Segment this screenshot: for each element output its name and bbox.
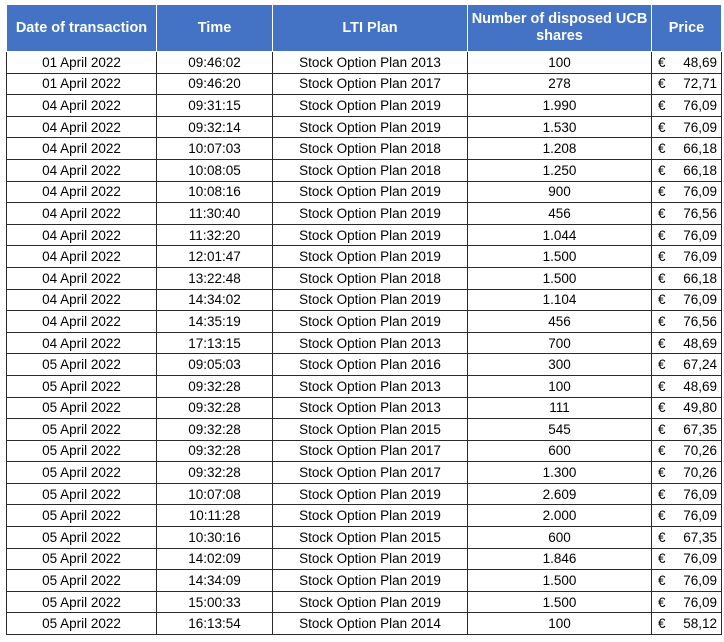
date-cell: 04 April 2022 [7,181,157,203]
date-cell: 05 April 2022 [7,570,157,592]
price-cell [652,95,722,117]
price-value: 76,09 [683,508,717,524]
currency-symbol: € [658,335,666,351]
disposed-shares-cell: 1.846 [468,548,652,570]
header-lti-plan: LTI Plan [273,5,468,52]
time-cell: 09:32:28 [157,419,273,441]
date-cell: 04 April 2022 [7,224,157,246]
time-cell: 12:01:47 [157,246,273,268]
currency-symbol: € [658,465,666,481]
price-value: 76,09 [683,227,717,243]
disposed-shares-cell: 100 [468,613,652,635]
lti-plan-cell: Stock Option Plan 2015 [273,419,468,441]
price-cell [652,116,722,138]
time-cell: 11:32:20 [157,224,273,246]
date-cell: 04 April 2022 [7,289,157,311]
disposed-shares-cell: 111 [468,397,652,419]
time-cell: 16:13:54 [157,613,273,635]
disposed-shares-cell: 1.530 [468,116,652,138]
time-cell: 09:46:02 [157,52,273,74]
disposed-shares-cell: 100 [468,52,652,74]
date-cell: 04 April 2022 [7,332,157,354]
date-cell: 04 April 2022 [7,116,157,138]
time-cell: 11:30:40 [157,203,273,225]
price-value: 48,69 [683,54,717,70]
price-value: 67,24 [683,357,717,373]
currency-symbol: € [658,594,666,610]
currency-symbol: € [658,551,666,567]
price-cell [652,375,722,397]
table-body [7,52,722,635]
currency-symbol: € [658,486,666,502]
table-row [7,332,722,354]
time-cell: 10:08:05 [157,159,273,181]
disposed-shares-cell: 1.044 [468,224,652,246]
table-row [7,440,722,462]
price-value: 58,12 [683,616,717,632]
header-time: Time [157,5,273,52]
lti-plan-cell: Stock Option Plan 2019 [273,311,468,333]
disposed-shares-cell: 1.208 [468,138,652,160]
price-cell [652,505,722,527]
table-row [7,289,722,311]
disposed-shares-cell: 545 [468,419,652,441]
table-row [7,52,722,74]
table-row [7,138,722,160]
price-cell [652,354,722,376]
time-cell: 14:35:19 [157,311,273,333]
price-value: 67,35 [683,529,717,545]
time-cell: 09:32:28 [157,375,273,397]
disposed-shares-cell: 1.500 [468,591,652,613]
lti-plan-cell: Stock Option Plan 2018 [273,159,468,181]
time-cell: 15:00:33 [157,591,273,613]
lti-plan-cell: Stock Option Plan 2018 [273,138,468,160]
price-cell [652,138,722,160]
table-row [7,591,722,613]
date-cell: 05 April 2022 [7,397,157,419]
time-cell: 17:13:15 [157,332,273,354]
table-row [7,116,722,138]
disposed-shares-cell: 456 [468,311,652,333]
price-cell [652,159,722,181]
date-cell: 05 April 2022 [7,483,157,505]
price-value: 76,09 [683,573,717,589]
date-cell: 04 April 2022 [7,203,157,225]
table-row [7,267,722,289]
date-cell: 05 April 2022 [7,354,157,376]
price-value: 67,35 [683,421,717,437]
time-cell: 09:32:14 [157,116,273,138]
lti-plan-cell: Stock Option Plan 2016 [273,354,468,376]
date-cell: 05 April 2022 [7,419,157,441]
currency-symbol: € [658,400,666,416]
time-cell: 10:07:08 [157,483,273,505]
table-row [7,95,722,117]
price-value: 48,69 [683,378,717,394]
time-cell: 09:31:15 [157,95,273,117]
table-row [7,397,722,419]
date-cell: 04 April 2022 [7,159,157,181]
date-cell: 01 April 2022 [7,73,157,95]
disposed-shares-cell: 456 [468,203,652,225]
date-cell: 05 April 2022 [7,613,157,635]
table-row [7,613,722,635]
disposed-shares-cell: 1.300 [468,462,652,484]
price-value: 76,09 [683,594,717,610]
price-cell [652,483,722,505]
lti-plan-cell: Stock Option Plan 2019 [273,591,468,613]
currency-symbol: € [658,141,666,157]
price-value: 76,09 [683,249,717,265]
currency-symbol: € [658,292,666,308]
disposed-shares-cell: 1.500 [468,570,652,592]
time-cell: 13:22:48 [157,267,273,289]
table-row [7,311,722,333]
date-cell: 04 April 2022 [7,246,157,268]
time-cell: 09:05:03 [157,354,273,376]
time-cell: 10:30:16 [157,527,273,549]
currency-symbol: € [658,76,666,92]
disposed-shares-cell: 600 [468,527,652,549]
currency-symbol: € [658,421,666,437]
table-row [7,375,722,397]
currency-symbol: € [658,573,666,589]
table-row [7,505,722,527]
price-cell [652,419,722,441]
lti-plan-cell: Stock Option Plan 2019 [273,246,468,268]
lti-plan-cell: Stock Option Plan 2017 [273,440,468,462]
header-date: Date of transaction [7,5,157,52]
lti-plan-cell: Stock Option Plan 2019 [273,181,468,203]
date-cell: 04 April 2022 [7,95,157,117]
price-cell [652,397,722,419]
currency-symbol: € [658,162,666,178]
date-cell: 05 April 2022 [7,440,157,462]
disposed-shares-cell: 700 [468,332,652,354]
lti-plan-cell: Stock Option Plan 2017 [273,73,468,95]
table-row [7,462,722,484]
lti-plan-cell: Stock Option Plan 2019 [273,289,468,311]
lti-plan-cell: Stock Option Plan 2019 [273,203,468,225]
table-row [7,181,722,203]
lti-plan-cell: Stock Option Plan 2013 [273,332,468,354]
currency-symbol: € [658,378,666,394]
currency-symbol: € [658,249,666,265]
lti-plan-cell: Stock Option Plan 2019 [273,224,468,246]
header-price: Price [652,5,722,52]
lti-plan-cell: Stock Option Plan 2019 [273,505,468,527]
lti-plan-cell: Stock Option Plan 2019 [273,483,468,505]
time-cell: 09:32:28 [157,440,273,462]
lti-plan-cell: Stock Option Plan 2014 [273,613,468,635]
time-cell: 10:08:16 [157,181,273,203]
disposed-shares-cell: 2.000 [468,505,652,527]
currency-symbol: € [658,270,666,286]
currency-symbol: € [658,205,666,221]
disposed-shares-cell: 1.250 [468,159,652,181]
currency-symbol: € [658,119,666,135]
price-cell [652,440,722,462]
lti-plan-cell: Stock Option Plan 2017 [273,462,468,484]
currency-symbol: € [658,184,666,200]
table-row [7,224,722,246]
date-cell: 04 April 2022 [7,311,157,333]
disposed-shares-cell: 1.990 [468,95,652,117]
price-value: 76,56 [683,205,717,221]
price-value: 49,80 [683,400,717,416]
date-cell: 05 April 2022 [7,548,157,570]
disposed-shares-cell: 1.104 [468,289,652,311]
lti-plan-cell: Stock Option Plan 2019 [273,95,468,117]
table-row [7,246,722,268]
time-cell: 10:07:03 [157,138,273,160]
lti-plan-cell: Stock Option Plan 2013 [273,375,468,397]
price-value: 66,18 [683,141,717,157]
time-cell: 10:11:28 [157,505,273,527]
price-value: 66,18 [683,270,717,286]
price-cell [652,332,722,354]
time-cell: 14:34:02 [157,289,273,311]
price-cell [652,311,722,333]
disposed-shares-cell: 1.500 [468,267,652,289]
price-value: 76,09 [683,551,717,567]
time-cell: 14:34:09 [157,570,273,592]
price-value: 70,26 [683,443,717,459]
header-disposed-shares: Number of disposed UCB shares [468,5,652,52]
currency-symbol: € [658,54,666,70]
lti-plan-cell: Stock Option Plan 2013 [273,52,468,74]
time-cell: 14:02:09 [157,548,273,570]
table-row [7,159,722,181]
table-row [7,483,722,505]
price-cell [652,52,722,74]
lti-plan-cell: Stock Option Plan 2019 [273,116,468,138]
disposed-shares-cell: 2.609 [468,483,652,505]
disposed-shares-cell: 300 [468,354,652,376]
price-value: 76,09 [683,119,717,135]
price-cell [652,289,722,311]
currency-symbol: € [658,227,666,243]
time-cell: 09:32:28 [157,462,273,484]
price-cell [652,267,722,289]
price-value: 76,09 [683,97,717,113]
disposed-shares-cell: 1.500 [468,246,652,268]
transactions-table-container [6,4,721,635]
price-cell [652,613,722,635]
date-cell: 04 April 2022 [7,267,157,289]
currency-symbol: € [658,508,666,524]
price-value: 76,56 [683,313,717,329]
price-cell [652,246,722,268]
price-cell [652,462,722,484]
price-value: 76,09 [683,486,717,502]
price-value: 66,18 [683,162,717,178]
lti-plan-cell: Stock Option Plan 2013 [273,397,468,419]
table-row [7,527,722,549]
disposed-shares-cell: 900 [468,181,652,203]
price-cell [652,548,722,570]
date-cell: 05 April 2022 [7,375,157,397]
table-row [7,419,722,441]
price-cell [652,591,722,613]
date-cell: 05 April 2022 [7,591,157,613]
table-row [7,73,722,95]
price-value: 48,69 [683,335,717,351]
lti-plan-cell: Stock Option Plan 2019 [273,570,468,592]
table-row [7,354,722,376]
price-cell [652,73,722,95]
table-row [7,548,722,570]
price-cell [652,181,722,203]
date-cell: 05 April 2022 [7,505,157,527]
table-row [7,203,722,225]
table-header [7,5,722,52]
header-row [7,5,722,52]
currency-symbol: € [658,529,666,545]
date-cell: 05 April 2022 [7,527,157,549]
date-cell: 05 April 2022 [7,462,157,484]
transactions-table [6,4,722,635]
time-cell: 09:32:28 [157,397,273,419]
price-cell [652,224,722,246]
currency-symbol: € [658,616,666,632]
lti-plan-cell: Stock Option Plan 2019 [273,548,468,570]
price-value: 76,09 [683,292,717,308]
currency-symbol: € [658,357,666,373]
price-value: 76,09 [683,184,717,200]
price-value: 70,26 [683,465,717,481]
time-cell: 09:46:20 [157,73,273,95]
date-cell: 01 April 2022 [7,52,157,74]
date-cell: 04 April 2022 [7,138,157,160]
price-cell [652,203,722,225]
disposed-shares-cell: 100 [468,375,652,397]
table-row [7,570,722,592]
price-value: 72,71 [683,76,717,92]
price-cell [652,570,722,592]
currency-symbol: € [658,97,666,113]
price-cell [652,527,722,549]
disposed-shares-cell: 278 [468,73,652,95]
currency-symbol: € [658,443,666,459]
currency-symbol: € [658,313,666,329]
disposed-shares-cell: 600 [468,440,652,462]
lti-plan-cell: Stock Option Plan 2015 [273,527,468,549]
lti-plan-cell: Stock Option Plan 2018 [273,267,468,289]
